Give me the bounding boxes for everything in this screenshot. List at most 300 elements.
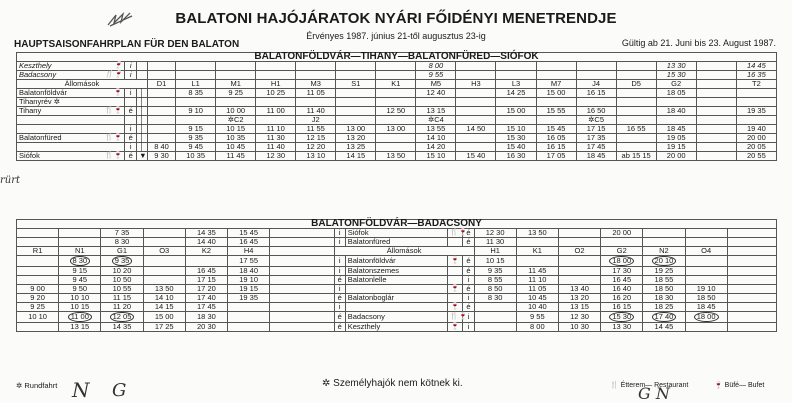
station-name: Tihany 🍴🍷 xyxy=(17,107,125,116)
spacer-cell xyxy=(270,303,334,312)
time-cell: 12 20 xyxy=(296,143,336,152)
time-cell xyxy=(696,107,736,116)
time-cell: 15 00 xyxy=(496,107,536,116)
time-cell: 17 35 xyxy=(576,134,616,143)
time-cell xyxy=(474,312,516,323)
amenity-icon: 🍴🍷 xyxy=(104,107,123,114)
time-cell: 13 00 xyxy=(376,125,416,134)
arr-dep-mark: é xyxy=(125,134,137,143)
spacer-cell xyxy=(270,238,334,247)
time-cell: 13 20 xyxy=(336,134,376,143)
amenity-icon: 🍷 xyxy=(447,323,463,332)
time-cell: 11 05 xyxy=(296,89,336,98)
time-cell: 11 40 xyxy=(256,143,296,152)
time-cell: 13 15 xyxy=(558,303,600,312)
time-cell xyxy=(296,62,336,71)
handwritten-circle: 12 05 xyxy=(110,312,135,322)
title-de: HAUPTSAISONFAHRPLAN FÜR DEN BALATON xyxy=(14,39,240,50)
arr-dep-mark: i xyxy=(125,89,137,98)
time-cell: 13 50 xyxy=(143,285,185,294)
time-cell: 17 55 xyxy=(228,256,270,267)
station-name: Tihanyrév ✲ xyxy=(17,98,125,107)
time-cell: 20 30 xyxy=(185,323,227,332)
station-name: Balatonföldvár 🍷 xyxy=(17,89,125,98)
handwritten-circle: 8 30 xyxy=(70,256,91,266)
time-cell xyxy=(17,229,59,238)
table-row xyxy=(17,229,777,238)
time-cell xyxy=(696,134,736,143)
time-cell: 11 15 xyxy=(101,294,143,303)
arr-dep-mark: é xyxy=(463,229,474,238)
time-cell xyxy=(685,229,727,238)
amenity-icon: 🍴🍷 xyxy=(104,152,123,159)
time-cell: 11 10 xyxy=(256,125,296,134)
time-cell xyxy=(474,323,516,332)
time-cell: 19 05 xyxy=(656,134,696,143)
time-cell xyxy=(101,312,143,323)
ship-code: O2 xyxy=(558,247,600,256)
time-cell: 9 10 xyxy=(176,107,216,116)
time-cell: 18 45 xyxy=(656,125,696,134)
time-cell: 14 45 xyxy=(643,323,685,332)
time-cell xyxy=(496,62,536,71)
time-cell: 15 30 xyxy=(496,134,536,143)
ship-code: H1 xyxy=(474,247,516,256)
time-cell: 10 15 xyxy=(59,303,101,312)
ship-code: G1 xyxy=(101,247,143,256)
table-row xyxy=(17,256,777,267)
time-cell: 14 50 xyxy=(456,125,496,134)
arr-dep-mark: é xyxy=(463,303,474,312)
ship-code: L1 xyxy=(176,80,216,89)
arr-dep-mark: i xyxy=(334,267,345,276)
time-cell: 14 35 xyxy=(101,323,143,332)
time-cell: 19 15 xyxy=(656,143,696,152)
station-name: Keszthely 🍷 xyxy=(17,62,125,71)
time-cell: 11 40 xyxy=(296,107,336,116)
arr-dep-mark: é xyxy=(125,107,137,116)
time-cell: 15 00 xyxy=(536,89,576,98)
arr-dep-mark: i xyxy=(125,71,137,80)
time-cell: 9 35 xyxy=(176,134,216,143)
handwriting-gn: G N xyxy=(638,384,670,403)
amenity-icon: 🍷 xyxy=(447,256,463,267)
time-cell: 20 00 xyxy=(736,134,776,143)
time-cell xyxy=(376,89,416,98)
time-cell: 10 20 xyxy=(101,267,143,276)
ship-code: L3 xyxy=(496,80,536,89)
time-cell: 12 30 xyxy=(256,152,296,161)
time-cell xyxy=(456,107,496,116)
time-cell: 9 15 xyxy=(176,125,216,134)
station-name: Balatonszemes xyxy=(345,267,447,276)
time-cell: 16 15 xyxy=(576,89,616,98)
time-cell: ✲C2 xyxy=(216,116,256,125)
spacer-cell xyxy=(727,312,776,323)
time-cell: 11 20 xyxy=(101,303,143,312)
ship-code: H1 xyxy=(256,80,296,89)
ship-code: M1 xyxy=(216,80,256,89)
time-cell: 11 30 xyxy=(256,134,296,143)
time-cell: 8 00 xyxy=(416,62,456,71)
time-cell: 12 50 xyxy=(376,107,416,116)
timetable-foldvar-badacsony xyxy=(16,219,777,332)
ship-code: O3 xyxy=(143,247,185,256)
arr-dep-mark: i xyxy=(463,323,474,332)
time-cell xyxy=(558,267,600,276)
time-cell: 16 45 xyxy=(601,276,643,285)
spacer-cell xyxy=(270,285,334,294)
time-cell xyxy=(147,107,175,116)
time-cell: 9 45 xyxy=(176,143,216,152)
time-cell: 11 45 xyxy=(516,267,558,276)
time-cell: 8 55 xyxy=(474,276,516,285)
time-cell xyxy=(376,62,416,71)
amenity-icon: 🍴🍷 xyxy=(104,134,123,141)
direction-arrow: │ xyxy=(137,134,148,143)
time-cell xyxy=(59,256,101,267)
arr-dep-mark: é xyxy=(334,323,345,332)
time-cell xyxy=(147,125,175,134)
time-cell: 17 30 xyxy=(601,267,643,276)
time-cell: 16 50 xyxy=(576,107,616,116)
time-cell: J2 xyxy=(296,116,336,125)
arr-dep-mark: i xyxy=(125,62,137,71)
time-cell: 13 15 xyxy=(416,107,456,116)
time-cell: 15 10 xyxy=(496,125,536,134)
time-cell: 16 05 xyxy=(536,134,576,143)
arrow-cell xyxy=(137,62,148,71)
time-cell: 12 40 xyxy=(416,89,456,98)
time-cell: 16 15 xyxy=(536,143,576,152)
time-cell xyxy=(228,323,270,332)
time-cell: 17 05 xyxy=(536,152,576,161)
ship-code: D1 xyxy=(147,80,175,89)
time-cell xyxy=(696,125,736,134)
time-cell: 10 45 xyxy=(216,143,256,152)
time-cell xyxy=(558,256,600,267)
time-cell xyxy=(576,62,616,71)
page-title: BALATONI HAJÓJÁRATOK NYÁRI FŐIDÉNYI MENETRENDJE xyxy=(175,10,617,27)
time-cell: 16 30 xyxy=(496,152,536,161)
station-name: Balatonfüred 🍴🍷 xyxy=(17,134,125,143)
time-cell: 14 15 xyxy=(336,152,376,161)
time-cell: 15 00 xyxy=(143,312,185,323)
time-cell: 14 25 xyxy=(496,89,536,98)
time-cell: 13 20 xyxy=(558,294,600,303)
time-cell: ab 15 15 xyxy=(616,152,656,161)
time-cell xyxy=(643,256,685,267)
arr-dep-mark: i xyxy=(463,276,474,285)
time-cell: 13 30 xyxy=(601,323,643,332)
time-cell: 19 10 xyxy=(685,285,727,294)
time-cell: 9 20 xyxy=(17,294,59,303)
time-cell xyxy=(147,98,175,107)
ship-code: M5 xyxy=(416,80,456,89)
time-cell xyxy=(696,152,736,161)
time-cell: 14 45 xyxy=(736,62,776,71)
validity-hu: Érvényes 1987. június 21-től augusztus 23-ig xyxy=(306,31,486,41)
arr-dep-mark: i xyxy=(125,143,137,152)
time-cell xyxy=(685,267,727,276)
spacer-cell xyxy=(270,294,334,303)
time-cell: 17 15 xyxy=(185,276,227,285)
spacer-cell xyxy=(727,303,776,312)
time-cell xyxy=(696,98,736,107)
time-cell: 11 45 xyxy=(216,152,256,161)
time-cell: 13 00 xyxy=(336,125,376,134)
station-name: Siófok xyxy=(345,229,447,238)
time-cell: 15 45 xyxy=(536,125,576,134)
time-cell: 12 30 xyxy=(474,229,516,238)
arr-dep-mark: é xyxy=(463,238,474,247)
time-cell: 9 00 xyxy=(17,285,59,294)
time-cell: 15 40 xyxy=(456,152,496,161)
station-name: Balatonboglár xyxy=(345,294,447,303)
time-cell: 9 35 xyxy=(474,267,516,276)
time-cell: 9 25 xyxy=(17,303,59,312)
time-cell: 8 35 xyxy=(176,89,216,98)
arr-dep-mark: i xyxy=(334,238,345,247)
time-cell xyxy=(536,62,576,71)
table-row xyxy=(17,89,777,98)
time-cell: 14 10 xyxy=(143,294,185,303)
arr-dep-mark: i xyxy=(334,285,345,294)
time-cell: 8 00 xyxy=(516,323,558,332)
arr-dep-mark: i xyxy=(463,312,474,323)
time-cell: 11 05 xyxy=(516,285,558,294)
amenity-icon: 🍷 xyxy=(447,285,463,294)
time-cell: 11 00 xyxy=(256,107,296,116)
time-cell: 10 15 xyxy=(216,125,256,134)
time-cell xyxy=(176,62,216,71)
time-cell: 9 55 xyxy=(416,71,456,80)
time-cell: 13 50 xyxy=(376,152,416,161)
amenity-icon: 🍷 xyxy=(447,303,463,312)
spacer-cell xyxy=(727,247,776,256)
time-cell xyxy=(456,134,496,143)
time-cell: 10 30 xyxy=(558,323,600,332)
time-cell: 16 20 xyxy=(601,294,643,303)
station-name: Keszthely xyxy=(345,323,447,332)
time-cell: 18 30 xyxy=(643,294,685,303)
ship-code: O4 xyxy=(685,247,727,256)
time-cell: 16 40 xyxy=(601,285,643,294)
station-name xyxy=(345,303,447,312)
direction-arrow: │ xyxy=(137,125,148,134)
time-cell: 15 40 xyxy=(496,143,536,152)
station-name: Badacsony xyxy=(345,312,447,323)
time-cell: 13 15 xyxy=(59,323,101,332)
time-cell: 15 10 xyxy=(416,152,456,161)
amenity-icon: 🍷 xyxy=(113,62,123,69)
time-cell xyxy=(616,89,656,98)
station-name: Balatonfüred xyxy=(345,238,447,247)
time-cell: 13 40 xyxy=(558,285,600,294)
time-cell xyxy=(516,256,558,267)
time-cell xyxy=(601,312,643,323)
direction-arrow: │ xyxy=(137,98,148,107)
amenity-icon xyxy=(447,294,463,303)
time-cell xyxy=(59,312,101,323)
ship-code: H3 xyxy=(456,80,496,89)
time-cell: 14 20 xyxy=(416,143,456,152)
time-cell: 8 50 xyxy=(474,285,516,294)
amenity-icon xyxy=(447,238,463,247)
spacer-cell xyxy=(727,276,776,285)
time-cell: 17 45 xyxy=(576,143,616,152)
ship-code xyxy=(696,80,736,89)
time-cell: 9 25 xyxy=(216,89,256,98)
time-cell xyxy=(143,267,185,276)
time-cell: 17 40 xyxy=(185,294,227,303)
time-cell xyxy=(59,229,101,238)
time-cell: ✲C4 xyxy=(416,116,456,125)
spacer-cell xyxy=(727,285,776,294)
spacer-cell xyxy=(270,312,334,323)
amenity-icon: 🍴🍷 xyxy=(104,71,123,78)
time-cell xyxy=(696,143,736,152)
time-cell: 17 25 xyxy=(143,323,185,332)
timetable-foldvar-siofok xyxy=(16,52,777,161)
time-cell: 20 00 xyxy=(656,152,696,161)
time-cell xyxy=(185,256,227,267)
time-cell xyxy=(474,303,516,312)
time-cell: 18 40 xyxy=(656,107,696,116)
time-cell: 12 15 xyxy=(296,134,336,143)
spacer-cell xyxy=(270,323,334,332)
ship-code: M7 xyxy=(536,80,576,89)
time-cell: ✲C5 xyxy=(576,116,616,125)
handwritten-circle: 9 35 xyxy=(112,256,133,266)
time-cell: 10 35 xyxy=(176,152,216,161)
time-cell: 7 35 xyxy=(101,229,143,238)
time-cell: 18 50 xyxy=(685,294,727,303)
arrow-cell xyxy=(137,71,148,80)
time-cell: 18 40 xyxy=(228,267,270,276)
time-cell xyxy=(616,98,656,107)
time-cell: 14 35 xyxy=(185,229,227,238)
time-cell: 18 55 xyxy=(643,276,685,285)
arr-dep-mark: i xyxy=(463,294,474,303)
direction-arrow: ▼ xyxy=(137,152,148,161)
spacer-cell xyxy=(727,323,776,332)
time-cell: 12 30 xyxy=(558,312,600,323)
ship-code: N2 xyxy=(643,247,685,256)
time-cell xyxy=(17,267,59,276)
ship-code: J4 xyxy=(576,80,616,89)
time-cell xyxy=(143,229,185,238)
time-cell xyxy=(616,62,656,71)
spacer-cell xyxy=(727,238,776,247)
time-cell: 13 50 xyxy=(516,229,558,238)
time-cell: 16 45 xyxy=(185,267,227,276)
handwritten-circle: 17 40 xyxy=(652,312,677,322)
spacer-cell xyxy=(727,256,776,267)
spacer-cell xyxy=(727,267,776,276)
time-cell xyxy=(696,89,736,98)
handwriting-g: G xyxy=(112,380,127,401)
ship-code: N1 xyxy=(59,247,101,256)
time-cell: 9 45 xyxy=(59,276,101,285)
station-name: Badacsony 🍴🍷 xyxy=(17,71,125,80)
time-cell xyxy=(17,323,59,332)
margin-handwriting: rürt xyxy=(0,175,21,186)
handwritten-circle: 11 00 xyxy=(68,312,92,322)
ship-code: M3 xyxy=(296,80,336,89)
time-cell xyxy=(17,256,59,267)
time-cell xyxy=(685,323,727,332)
spacer-cell xyxy=(727,294,776,303)
arr-dep-mark: i xyxy=(334,256,345,267)
station-header: Állomások xyxy=(334,247,474,256)
time-cell xyxy=(336,107,376,116)
time-cell: 16 15 xyxy=(601,303,643,312)
table-row xyxy=(17,152,777,161)
table-row xyxy=(17,303,777,312)
ship-code: K1 xyxy=(376,80,416,89)
time-cell xyxy=(685,256,727,267)
time-cell: 17 45 xyxy=(185,303,227,312)
arr-dep-mark: é xyxy=(463,267,474,276)
spacer-cell xyxy=(270,256,334,267)
time-cell: 10 15 xyxy=(474,256,516,267)
time-cell: 20 00 xyxy=(601,229,643,238)
time-cell: 13 55 xyxy=(416,125,456,134)
time-cell xyxy=(696,71,736,80)
section2-heading: BALATONFÖLDVÁR—BADACSONY xyxy=(17,220,777,229)
section1-heading: BALATONFÖLDVÁR—TIHANY—BALATONFÜRED—SIÓFOK xyxy=(17,53,777,62)
time-cell: 10 10 xyxy=(59,294,101,303)
arr-dep-mark: é xyxy=(125,152,137,161)
time-cell: 18 45 xyxy=(576,152,616,161)
time-cell: 19 40 xyxy=(736,125,776,134)
time-cell: 19 10 xyxy=(228,276,270,285)
time-cell xyxy=(616,134,656,143)
amenity-icon: 🍴🍷 xyxy=(447,229,463,238)
time-cell: 18 50 xyxy=(643,285,685,294)
time-cell xyxy=(643,229,685,238)
ship-code: G2 xyxy=(601,247,643,256)
time-cell: 13 25 xyxy=(336,143,376,152)
time-cell xyxy=(601,256,643,267)
time-cell: 10 40 xyxy=(516,303,558,312)
ship-code: D5 xyxy=(616,80,656,89)
station-name: Siófok 🍴🍷 xyxy=(17,152,125,161)
time-cell xyxy=(336,98,376,107)
time-cell: 8 30 xyxy=(101,238,143,247)
time-cell xyxy=(256,62,296,71)
handwritten-circle: 18 00 xyxy=(694,312,719,322)
time-cell xyxy=(685,312,727,323)
ship-code: S1 xyxy=(336,80,376,89)
time-cell xyxy=(616,107,656,116)
time-cell: 9 50 xyxy=(59,285,101,294)
arr-dep-mark: é xyxy=(334,312,345,323)
station-header: Állomások xyxy=(17,80,148,89)
amenity-icon xyxy=(447,276,463,285)
time-cell xyxy=(643,312,685,323)
time-cell: 10 45 xyxy=(516,294,558,303)
time-cell: 8 40 xyxy=(147,143,175,152)
spacer-cell xyxy=(270,229,334,238)
table-row xyxy=(17,312,777,323)
direction-arrow: │ xyxy=(137,143,148,152)
time-cell: 20 05 xyxy=(736,143,776,152)
time-cell: 17 20 xyxy=(185,285,227,294)
station-name: Balatonlelle xyxy=(345,276,447,285)
footnote-rundfahrt: ✲ Rundfahrt xyxy=(16,381,58,390)
